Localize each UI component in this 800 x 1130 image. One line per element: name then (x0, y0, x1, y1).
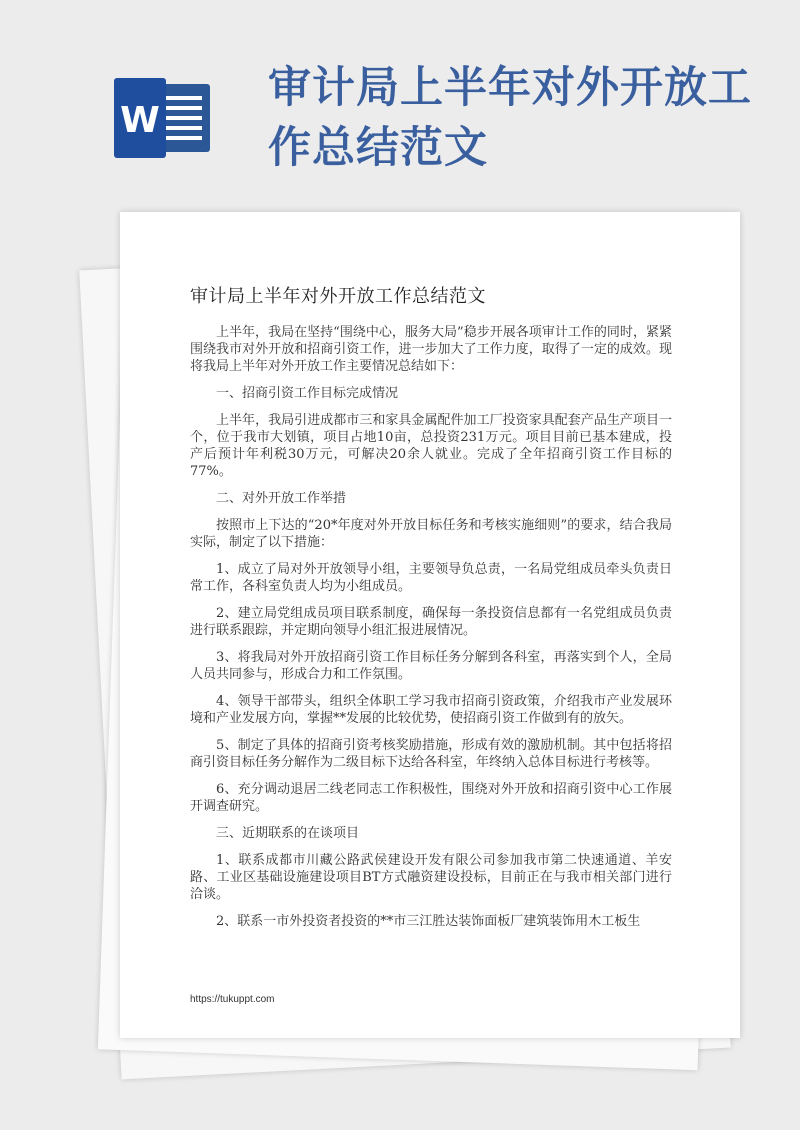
list-item: 1、联系成都市川藏公路武侯建设开发有限公司参加我市第二快速通道、羊安路、工业区基础设施建设项目BT方式融资建设投标，目前正在与我市相关部门进行洽谈。 (190, 853, 672, 902)
document-body (190, 324, 672, 940)
page-title: 审计局上半年对外开放工作总结范文 (268, 63, 752, 173)
section-heading: 一、招商引资工作目标完成情况 (216, 386, 399, 401)
section-heading: 二、对外开放工作举措 (216, 491, 347, 506)
paragraph: 上半年，我局引进成都市三和家具金属配件加工厂投资家具配套产品生产项目一个，位于我市大划镇，项目占地10亩，总投资231万元。项目目前已基本建成，投产后预计年利税30万元，可解决20余人就业。完成了全年招商引资工作目标的77%。 (190, 413, 672, 479)
list-item: 2、联系一市外投资者投资的**市三江胜达装饰面板厂建筑装饰用木工板生 (216, 914, 641, 929)
paragraph: 按照市上下达的“20*年度对外开放目标任务和考核实施细则”的要求，结合我局实际，制定了以下措施： (190, 518, 672, 550)
document-title: 审计局上半年对外开放工作总结范文 (190, 286, 486, 307)
page-header (0, 0, 800, 200)
list-item: 6、充分调动退居二线老同志工作积极性，围绕对外开放和招商引资中心工作展开调查研究。 (190, 782, 672, 814)
list-item: 5、制定了具体的招商引资考核奖励措施，形成有效的激励机制。其中包括将招商引资目标任务分解作为二级目标下达给各科室，年终纳入总体目标进行考核等。 (190, 738, 672, 770)
list-item: 2、建立局党组成员项目联系制度，确保每一条投资信息都有一名党组成员负责进行联系跟踪，并定期向领导小组汇报进展情况。 (190, 606, 672, 638)
list-item: 3、将我局对外开放招商引资工作目标任务分解到各科室，再落实到个人，全局人员共同参与，形成合力和工作氛围。 (190, 650, 672, 682)
section-heading: 三、近期联系的在谈项目 (216, 826, 360, 841)
paragraph: 上半年，我局在坚持“围绕中心，服务大局”稳步开展各项审计工作的同时，紧紧围绕我市对外开放和招商引资工作，进一步加大了工作力度，取得了一定的成效。现将我局上半年对外开放工作主要情况总结如下： (190, 325, 672, 374)
svg-text:W: W (120, 100, 160, 141)
footer-url: https://tukuppt.com (190, 994, 275, 1005)
list-item: 4、领导干部带头，组织全体职工学习我市招商引资政策，介绍我市产业发展环境和产业发展方向，掌握**发展的比较优势，使招商引资工作做到有的放矢。 (190, 694, 672, 726)
word-document-icon (112, 78, 214, 158)
list-item: 1、成立了局对外开放领导小组，主要领导负总责，一名局党组成员牵头负责日常工作，各科室负责人均为小组成员。 (190, 562, 672, 594)
document-page (120, 212, 740, 1038)
